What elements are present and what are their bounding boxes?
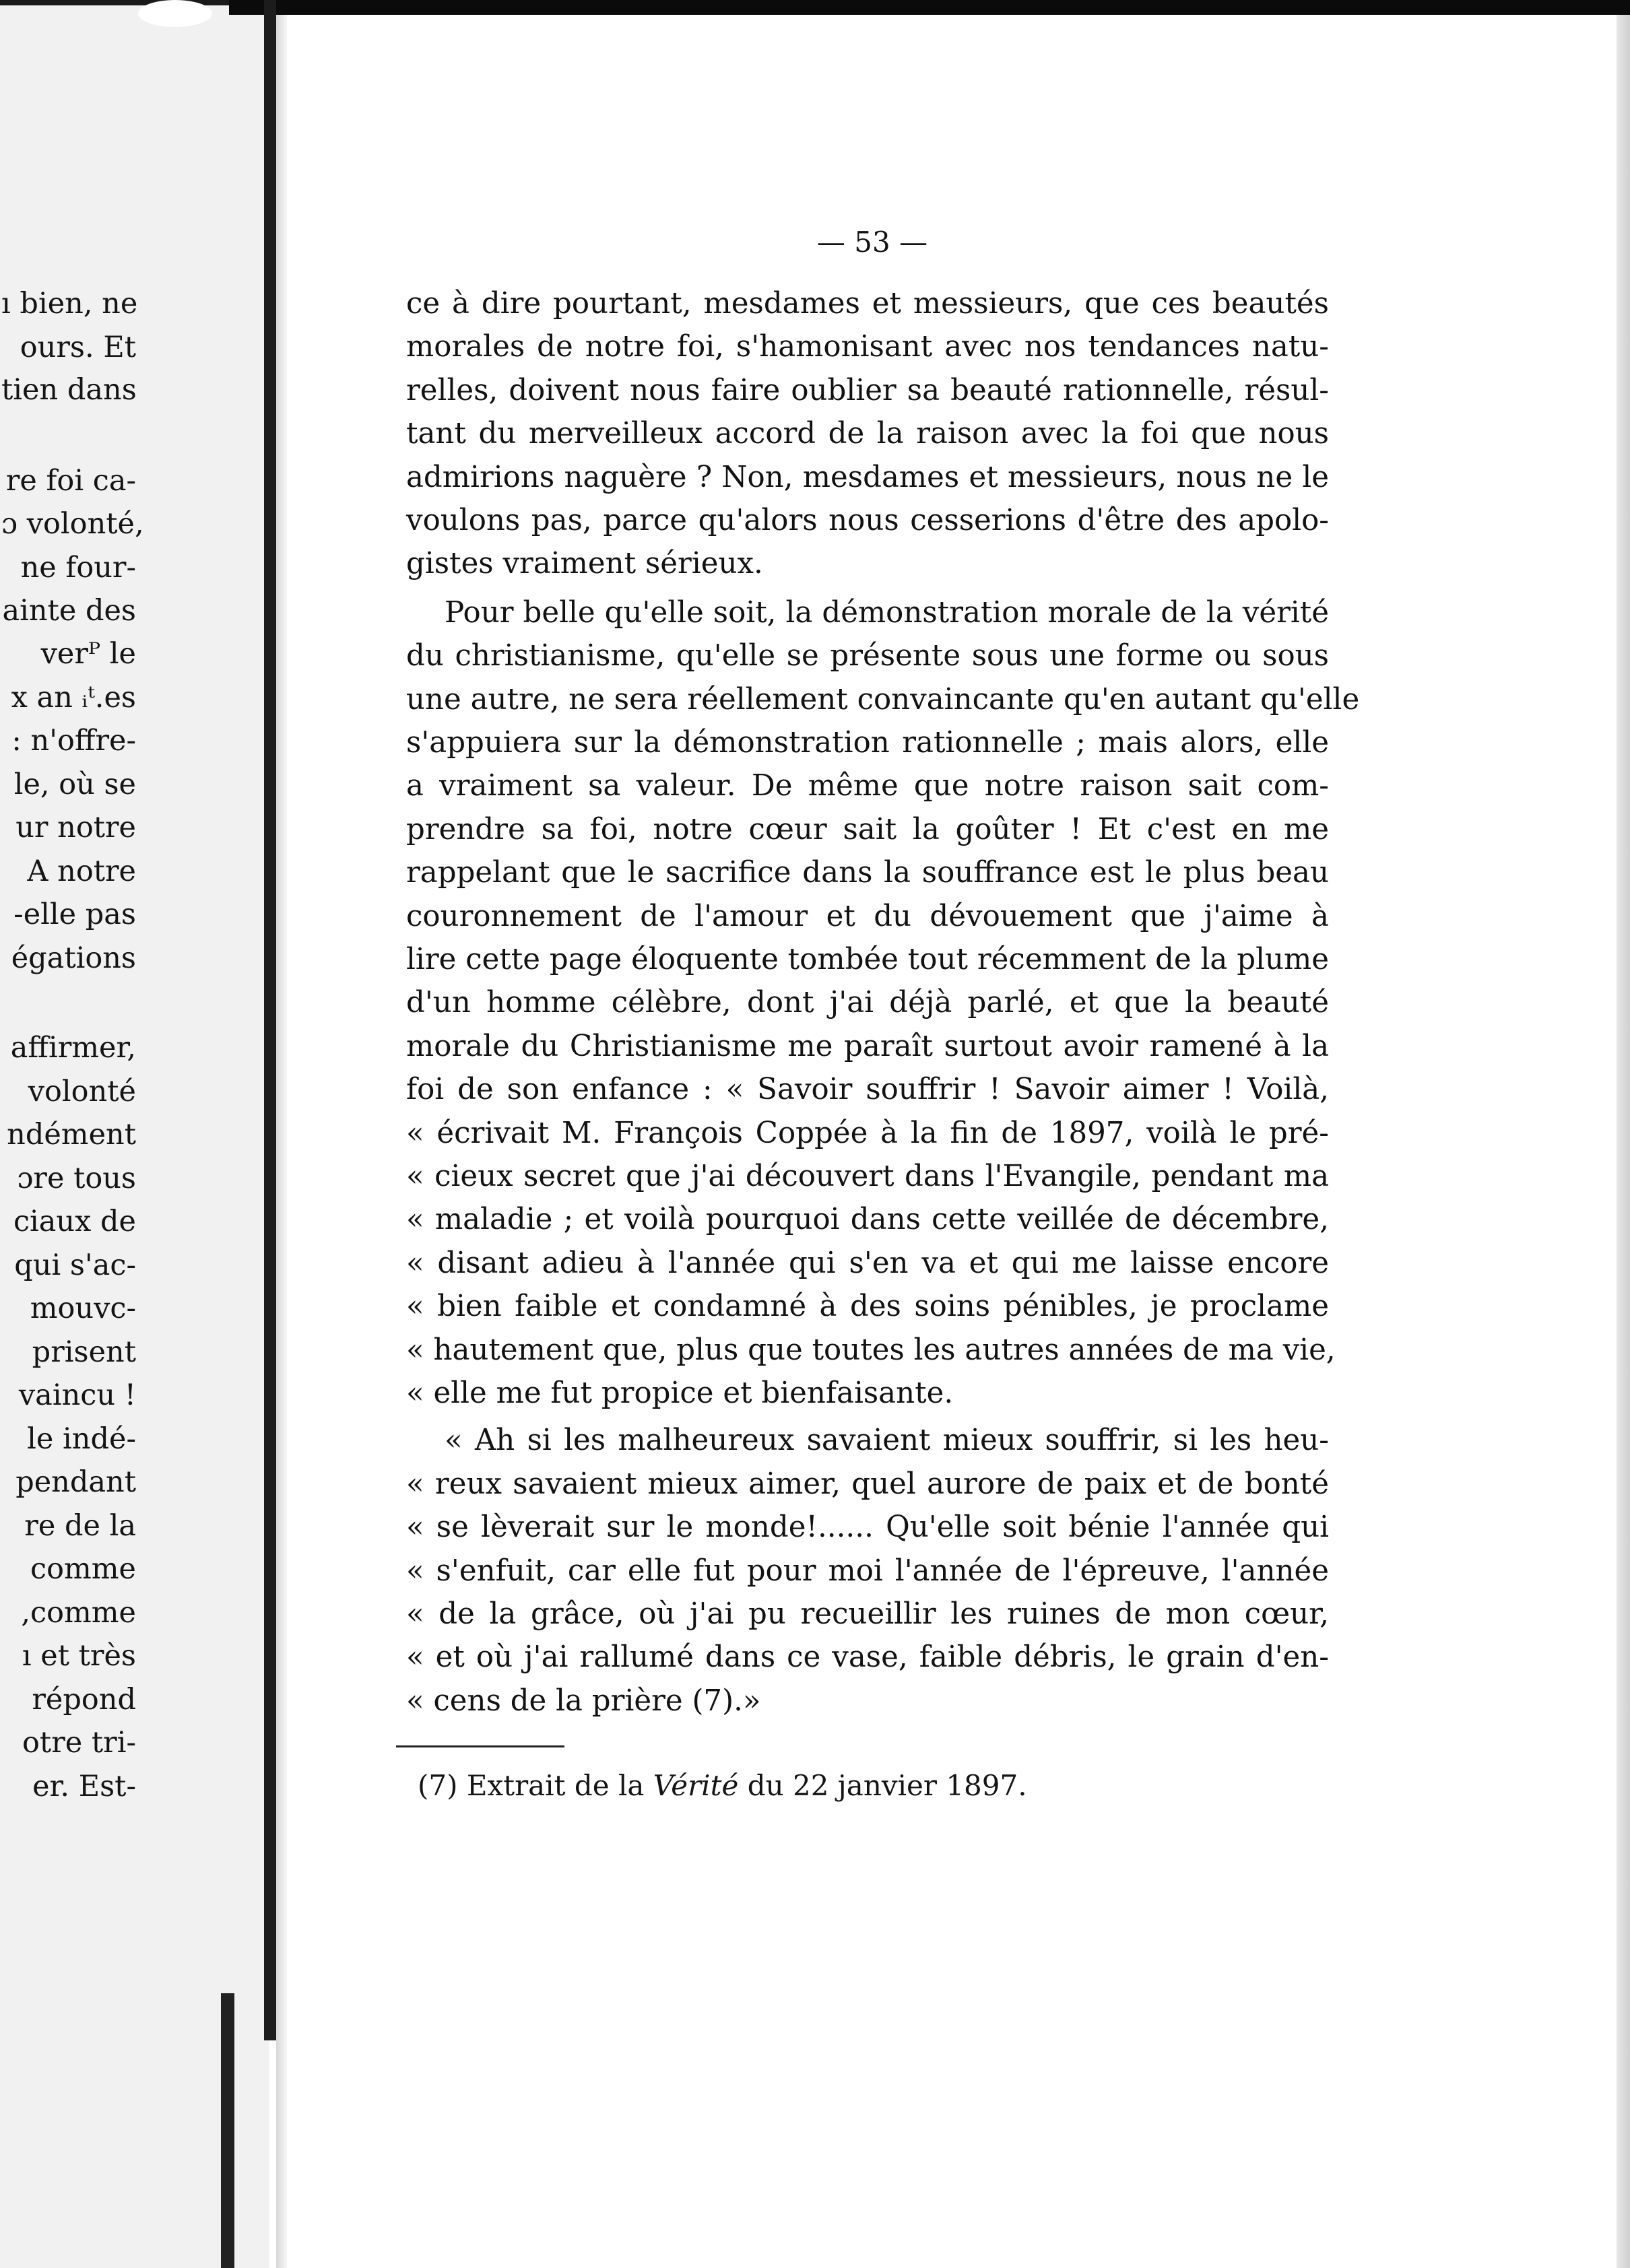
page-gutter-divider-lower bbox=[221, 1993, 234, 2268]
left-page-fragment: prisent bbox=[32, 1335, 136, 1369]
left-page-fragment: le, où se bbox=[13, 768, 136, 801]
left-page-fragment: ciaux de bbox=[13, 1205, 136, 1238]
left-page-fragment: qui s'ac- bbox=[14, 1248, 136, 1282]
left-page-fragment: ainte des bbox=[2, 594, 136, 628]
left-page-fragment: affirmer, bbox=[10, 1031, 136, 1065]
text-line: d'un homme célèbre, dont j'ai déjà parlé, et que la beauté bbox=[406, 986, 1329, 1020]
scan-border-top bbox=[229, 0, 1630, 15]
page-number: — 53 — bbox=[816, 226, 928, 259]
text-line: « cieux secret que j'ai découvert dans l'Evangile, pendant ma bbox=[406, 1160, 1329, 1193]
scan-speck bbox=[138, 0, 212, 27]
text-line: couronnement de l'amour et du dévouement que j'aime à bbox=[406, 900, 1329, 933]
text-line: « s'enfuit, car elle fut pour moi l'année de l'épreuve, l'année bbox=[406, 1554, 1329, 1588]
page-right-edge bbox=[1617, 15, 1630, 2268]
left-page-fragment: pendant bbox=[15, 1465, 136, 1499]
text-line: ce à dire pourtant, mesdames et messieurs, que ces beautés bbox=[406, 287, 1329, 321]
left-page-fragment: : n'offre- bbox=[11, 724, 136, 758]
text-line: « elle me fut propice et bienfaisante. bbox=[406, 1376, 954, 1410]
text-line: une autre, ne sera réellement convaincante qu'en autant qu'elle bbox=[406, 683, 1360, 716]
text-line: s'appuiera sur la démonstration rationnelle ; mais alors, elle bbox=[406, 726, 1329, 760]
left-page-fragment: er. Est- bbox=[32, 1770, 136, 1803]
text-line: « bien faible et condamné à des soins pénibles, je proclame bbox=[406, 1290, 1329, 1323]
text-line: gistes vraiment sérieux. bbox=[406, 547, 763, 580]
left-page-fragment: répond bbox=[32, 1683, 136, 1716]
left-page-fragment: verᴾ le bbox=[40, 637, 136, 671]
footnote bbox=[418, 1769, 1027, 1803]
text-line: « maladie ; et voilà pourquoi dans cette veillée de décembre, bbox=[406, 1203, 1329, 1236]
left-page-fragment: ne four- bbox=[20, 551, 136, 585]
left-page-fragment: A notre bbox=[27, 855, 136, 888]
page-gutter-shadow bbox=[276, 15, 287, 2268]
left-page-fragment: re de la bbox=[24, 1509, 136, 1543]
left-page-fragment: ,comme bbox=[21, 1596, 136, 1630]
text-line: « et où j'ai rallumé dans ce vase, faible débris, le grain d'en- bbox=[406, 1640, 1329, 1674]
text-line: Pour belle qu'elle soit, la démonstration morale de la vérité bbox=[445, 596, 1329, 630]
left-page-fragment: égations bbox=[11, 941, 136, 975]
left-page-fragment: mouvc- bbox=[30, 1292, 136, 1325]
left-page-fragment: -elle pas bbox=[13, 898, 136, 931]
left-page-fragment: ur notre bbox=[15, 811, 136, 844]
text-line: « disant adieu à l'année qui s'en va et qui me laisse encore bbox=[406, 1246, 1329, 1280]
text-line: « Ah si les malheureux savaient mieux souffrir, si les heu- bbox=[445, 1424, 1329, 1457]
text-line: foi de son enfance : « Savoir souffrir ! Savoir aimer ! Voilà, bbox=[406, 1073, 1329, 1106]
text-line: « écrivait M. François Coppée à la fin de 1897, voilà le pré- bbox=[406, 1116, 1329, 1150]
page-gutter-divider bbox=[264, 0, 276, 2040]
text-line: voulons pas, parce qu'alors nous cesserions d'être des apolo- bbox=[406, 504, 1329, 537]
text-line: « cens de la prière (7).» bbox=[406, 1684, 761, 1718]
text-line: relles, doivent nous faire oublier sa beauté rationnelle, résul- bbox=[406, 374, 1329, 407]
left-page-fragment: vaincu ! bbox=[18, 1378, 136, 1412]
text-line: rappelant que le sacrifice dans la souffrance est le plus beau bbox=[406, 856, 1329, 890]
text-line: « se lèverait sur le monde!...... Qu'elle soit bénie l'année qui bbox=[406, 1510, 1329, 1544]
text-line: morale du Christianisme me paraît surtout avoir ramené à la bbox=[406, 1030, 1329, 1063]
text-line: lire cette page éloquente tombée tout récemment de la plume bbox=[406, 943, 1329, 976]
left-page-fragment: otre tri- bbox=[22, 1726, 136, 1760]
text-line: morales de notre foi, s'hamonisant avec nos tendances natu- bbox=[406, 330, 1329, 364]
footnote-title: Vérité bbox=[653, 1769, 739, 1802]
text-line: tant du merveilleux accord de la raison avec la foi que nous bbox=[406, 417, 1329, 451]
text-line: « hautement que, plus que toutes les autres années de ma vie, bbox=[406, 1333, 1336, 1367]
text-line: prendre sa foi, notre cœur sait la goûter ! Et c'est en me bbox=[406, 813, 1329, 846]
left-page-fragment: ɔre tous bbox=[17, 1162, 136, 1195]
text-line: admirions naguère ? Non, mesdames et messieurs, nous ne le bbox=[406, 461, 1329, 494]
left-page-fragment: le indé- bbox=[27, 1422, 136, 1456]
left-page-fragment: ɔ volonté, bbox=[1, 507, 144, 541]
left-page-fragment: ı bien, ne bbox=[1, 287, 138, 321]
text-line: « reux savaient mieux aimer, quel aurore de paix et de bonté bbox=[406, 1467, 1329, 1501]
left-page-fragment: re foi ca- bbox=[5, 464, 136, 498]
footnote-rule bbox=[396, 1745, 564, 1747]
text-line: du christianisme, qu'elle se présente sous une forme ou sous bbox=[406, 639, 1329, 673]
text-line: a vraiment sa valeur. De même que notre raison sait com- bbox=[406, 769, 1329, 803]
left-page-fragment: comme bbox=[30, 1552, 136, 1586]
left-page-fragment: ndément bbox=[7, 1118, 136, 1152]
text-line: « de la grâce, où j'ai pu recueillir les ruines de mon cœur, bbox=[406, 1597, 1329, 1631]
left-page-fragment: x an ᵢᵗ.es bbox=[11, 681, 136, 714]
left-page-fragment: volonté bbox=[28, 1075, 136, 1108]
footnote-text-after: du 22 janvier 1897. bbox=[738, 1769, 1027, 1802]
left-page-fragment: ours. Et bbox=[20, 331, 136, 364]
left-page-fragment: tien dans bbox=[1, 373, 137, 407]
left-page-fragment: ı et très bbox=[22, 1639, 136, 1673]
footnote-text-before: (7) Extrait de la bbox=[418, 1769, 653, 1802]
